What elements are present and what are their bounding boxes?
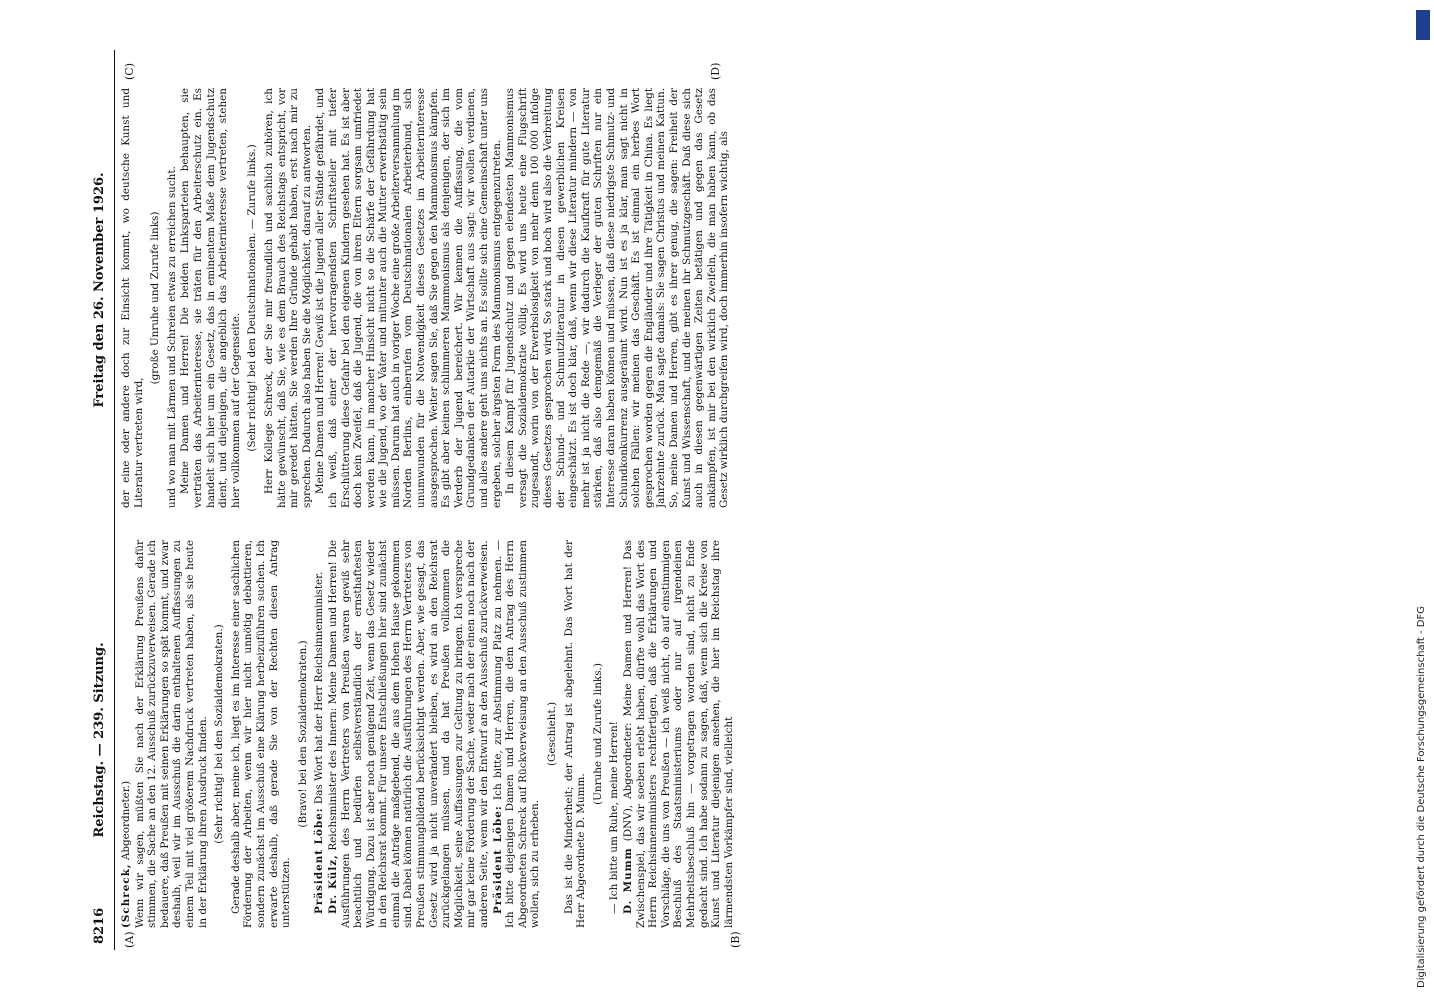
- page-header: [90, 50, 115, 950]
- paragraph: Gerade deshalb aber, meine ich, liegt es im Interesse einer sachlichen Förderung der Arbeiten, wenn wir hier nicht unnötig debattieren, sondern zunächst im Ausschuß eine Klärung herbeizuführen suchen. Ich erwarte deshalb, daß gerade Sie von der Rechten diesen Antrag unterstützen.: [229, 540, 293, 928]
- session-title: Reichstag. — 239. Sitzung.: [92, 642, 107, 838]
- paragraph: [327, 540, 491, 928]
- right-column: [120, 88, 1375, 508]
- speech-text: Ich bitte, zur Abstimmung Platz zu nehmen. — Ich bitte diejenigen Damen und Herren, die dem Antrag des Herrn Abgeordneten Schreck auf Rückverweisung an den Ausschuß zustimmen wollen, sich zu erheben.: [491, 540, 542, 928]
- speaker-role: Abgeordneter.): [120, 780, 132, 864]
- paragraph: [492, 540, 542, 928]
- left-column: [120, 540, 1375, 928]
- interjection: (große Unruhe und Zurufe links): [149, 211, 162, 385]
- speaker-name: (Schreck,: [120, 863, 132, 928]
- margin-mark-a: (A): [123, 931, 136, 948]
- margin-mark-d: (D): [709, 62, 722, 80]
- speaker-name: Dr. Külz,: [326, 854, 339, 914]
- paragraph: der eine oder andere doch zur Einsicht kommt, wo deutsche Kunst und Literatur vertreten wird,: [120, 88, 145, 508]
- dfg-credit-text: Digitalisierung gefördert durch die Deutsche Forschungsgemeinschaft - DFG: [1416, 605, 1427, 988]
- speaker-name: Präsident Löbe:: [313, 807, 326, 914]
- paragraph: [622, 540, 735, 928]
- paragraph: Meine Damen und Herren! Gewiß ist die Jugend aller Stände gefährdet, und ich weiß, daß einer der hervorragendsten Schriftsteller mit tiefer Erschütterung diese Gefahr bei den eigenen Kindern gesehen hat. Es ist aber doch kein Zweifel, daß die Jugend, die von ihren Eltern sorgsam umfriedet werden kann, in mancher Hinsicht nicht so die Schärfe der Gefährdung hat wie die Jugend, wo der Vater und mitunter auch die Mutter erwerbstätig sein müssen. Darum hat auch in voriger Woche eine große Arbeiterversammlung im Norden Berlins, einberufen vom Deutschnationalen Arbeiterbund, sich unumwunden für die Notwendigkeit dieses Gesetzes im Arbeiterinteresse ausgesprochen. Weiter sagen Sie, daß Sie gegen den Mammonismus kämpfen. Es gibt aber keinen schlimmeren Mammonismus als denjenigen, der sich im Verderb der Jugend bereichert. Wir kennen die Auffassung, die vom Grundgedanken der Autarkie der Wirtschaft aus sagt: wir wollen verdienen, und alles andere geht uns nichts an. Es sollte sich eine Gemeinschaft unter uns ergeben, solcher ärgsten Form des Mammonismus entgegenzutreten.: [314, 88, 503, 508]
- interjection: (Bravo! bei den Sozialdemokraten.): [296, 640, 309, 828]
- paragraph: Meine Damen und Herren! Die beiden Linksparteien behaupten, sie verträten das Arbeiterinteresse, sie träten für den Arbeiterschutz ein. Es handelt sich hier um ein Gesetz, das in eminentem Maße dem Jugendschutz dient, und diejenigen, die angeblich das Arbeiterinteresse vertreten, stehen hier vollkommen auf der Gegenseite.: [179, 88, 242, 508]
- paragraph: Wenn wir sagen, müßten Sie nach der Erklärung Preußens dafür stimmen, die Sache an den 12. Ausschuß zurückzuverweisen. Gerade ich bedauere, daß Preußen mit seinen Erklärungen so spät kommt, und zwar deshalb, weil wir im Ausschuß die darin enthaltenen Auffassungen zu einem Teil mit viel größerem Nachdruck vertreten haben, als sie heute in der Erklärung ihren Ausdruck finden.: [133, 540, 209, 928]
- paragraph: [313, 540, 326, 928]
- digitization-stamp: [1408, 10, 1432, 990]
- paragraph: Das ist die Minderheit; der Antrag ist abgelehnt. Das Wort hat der Herr Abgeordnete D. Mumm.: [562, 540, 588, 928]
- interjection: (Unruhe und Zurufe links.): [591, 663, 604, 805]
- interjection: (Sehr richtig! bei den Sozialdemokraten.): [213, 624, 226, 844]
- dfg-logo-icon: [1416, 10, 1430, 40]
- paragraph: Herr Kollege Schreck, der Sie mir freundlich und sachlich zuhören, ich hätte gewünscht, daß Sie, wie es dem Brauch des Reichstags entspricht, vor mir geredet hätten. Sie werden Ihre Gründe gehabt haben, erst nach mir zu sprechen. Dadurch also haben Sie die Möglichkeit, darauf zu antworten.: [262, 88, 313, 508]
- speech-text: Das Wort hat der Herr Reichsinnenminister.: [313, 571, 326, 808]
- margin-mark-b: (B): [729, 931, 742, 948]
- paragraph: — Ich bitte um Ruhe, meine Herren!: [608, 721, 621, 914]
- paragraph: In diesem Kampf für Jugendschutz und gegen elendesten Mammonismus versagt die Sozialdemokratie völlig. Es wird uns heute eine Flugschrift zugesandt, worin von der Erwerbslosigkeit von mehr denn 100 000 infolge dieses Gesetzes gesprochen wird. So stark und hoch wird also die Verbreitung der Schund- und Schmutzliteratur in diesen gewerblichen Kreisen eingeschätzt. Es ist doch klar, daß, wenn wir diese Literatur mindern — von mehr ist ja nicht die Rede —, wir dadurch die Kaufkraft für gute Literatur stärken, daß also demgemäß die Verleger der guten Schriften nur ein Interesse daran haben können und müssen, daß diese niedrigste Schmutz- und Schundkonkurrenz ausgeräumt wird. Nun ist es ja klar, man sagt nicht in solchen Fällen: wir meinen das Geschäft. Es ist einmal ein herbes Wort gesprochen worden gegen die Engländer und ihre Tätigkeit in China. Es liegt Jahrzehnte zurück. Man sagte damals: Sie sagen Christus und meinen Kattun. So, meine Damen und Herren, gibt es ihrer genug, die sagen: Freiheit der Kunst und Wissenschaft, und die meinen ihr Schmutzgeschäft. Daß diese sich auch in diesen gegenwärtigen Zeiten betätigen und gegen das Gesetz ankämpfen, ist mir bei den wirklich Zweifeln, die man haben kann, ob das Gesetz wirklich durchgreifen wird, doch immerhin insofern wichtig, als: [504, 88, 731, 508]
- speech-text: (DNV), Abgeordneter: Meine Damen und Herren! Das Zwischenspiel, das wir soeben erlebt haben, dürfte wohl das Wort des Herrn Reichsinnenministers rechtfertigen, daß die Erklärungen und Vorschläge, die uns von Preußen — ich weiß nicht, ob auf einstimmigen Beschluß des Staatsministeriums oder nur auf irgendeinen Mehrheitsbeschluß hin — vorgetragen worden sind, nicht zu Ende gedacht sind. Ich habe sodann zu sagen, daß, wenn sich die Kreise von Kunst und Literatur diejenigen ansehen, die hier im Reichstag ihre lärmendsten Vorkämpfer sind, vielleicht: [621, 540, 735, 928]
- page-number: 8216: [92, 907, 107, 944]
- margin-mark-c: (C): [123, 63, 136, 80]
- document-page: [90, 50, 1390, 950]
- interjection: (Geschieht.): [546, 701, 558, 767]
- interjection: (Sehr richtig! bei den Deutschnationalen. — Zurufe links.): [246, 144, 259, 452]
- speaker-name: D. Mumm: [621, 847, 634, 914]
- speech-text: Reichsminister des Innern: Meine Damen und Herren! Die Ausführungen des Herrn Vertreters von Preußen waren gewiß sehr beachtlich und bedürfen selbstverständlich der ernsthaftesten Würdigung. Dazu ist aber noch genügend Zeit, wenn das Gesetz wieder in den Reichsrat kommt. Für unsere Entschließungen hier sind zunächst einmal die Anträge maßgebend, die aus dem Hohen Hause gekommen sind. Dabei können natürlich die Ausführungen des Herrn Vertreters von Preußen stimmungbildend berücksichtigt werden. Aber, wie gesagt, das Gesetz wird ja nicht unverändert bleiben, es wird an den Reichsrat zurückgelangen müssen, und da hat Preußen vollkommen die Möglichkeit, seine Auffassungen zur Geltung zu bringen. Ich verspreche mir gar keine Förderung der Sache, weder nach der einen noch nach der anderen Seite, wenn wir den Entwurf an den Ausschuß zurückverweisen.: [326, 540, 491, 928]
- paragraph: [120, 540, 133, 928]
- speaker-name: Präsident Löbe:: [491, 805, 504, 914]
- paragraph: und wo man mit Lärmen und Schreien etwas zu erreichen sucht.: [165, 166, 178, 508]
- session-date: Freitag den 26. November 1926.: [92, 172, 107, 408]
